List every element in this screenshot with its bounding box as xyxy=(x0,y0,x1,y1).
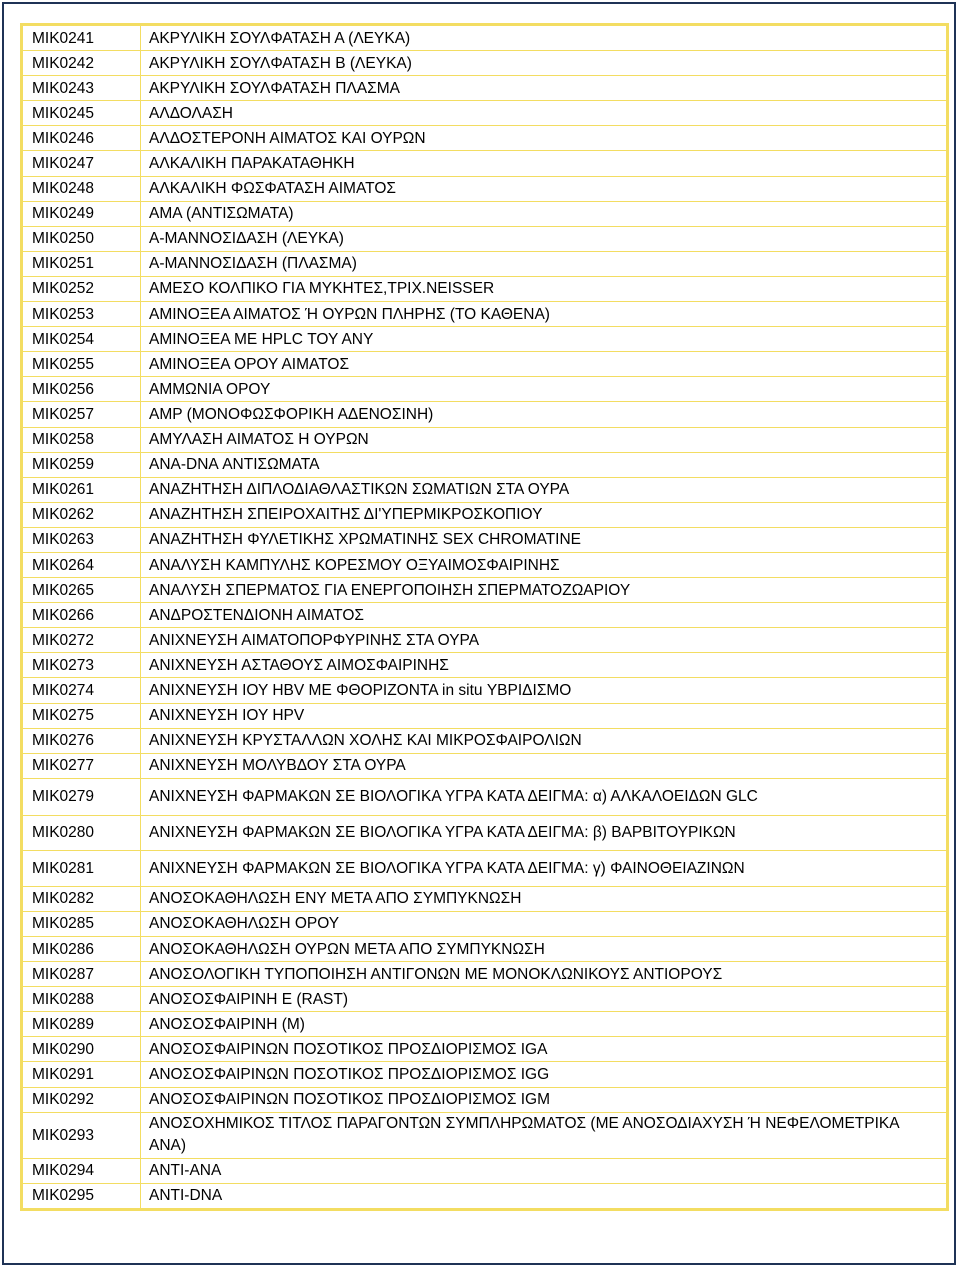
test-name-cell: ΑΜΙΝΟΞΕΑ ΜΕ HPLC ΤΟΥ ΑΝΥ xyxy=(141,327,947,352)
test-name-cell: ΑΝΟΣΟΚΑΘΗΛΩΣΗ ΟΥΡΩΝ ΜΕΤΑ ΑΠΟ ΣΥΜΠΥΚΝΩΣΗ xyxy=(141,937,947,962)
test-code-cell: MIK0280 xyxy=(23,815,141,850)
table-row xyxy=(23,1012,947,1037)
test-code-cell: MIK0288 xyxy=(23,987,141,1012)
table-row xyxy=(23,276,947,301)
test-code-cell: MIK0262 xyxy=(23,502,141,527)
test-name-cell: ΑΝΙΧΝΕΥΣΗ ΦΑΡΜΑΚΩΝ ΣΕ ΒΙΟΛΟΓΙΚΑ ΥΓΡΑ ΚΑΤΑ ΔΕΙΓΜΑ: γ) ΦΑΙΝΟΘΕΙΑΖΙΝΩΝ xyxy=(141,850,947,886)
test-name-cell: Α-ΜΑΝΝΟΣΙΔΑΣΗ (ΛΕΥΚΑ) xyxy=(141,226,947,251)
test-code-cell: MIK0289 xyxy=(23,1012,141,1037)
table-row xyxy=(23,1183,947,1208)
test-name-cell: ΑΝΟΣΟΚΑΘΗΛΩΣΗ ΟΡΟΥ xyxy=(141,911,947,936)
test-code-cell: MIK0258 xyxy=(23,427,141,452)
test-code-cell: MIK0295 xyxy=(23,1183,141,1208)
test-code-table xyxy=(20,23,949,1211)
test-code-cell: MIK0263 xyxy=(23,527,141,552)
test-name-cell: ΑΛΚΑΛΙΚΗ ΦΩΣΦΑΤΑΣΗ ΑΙΜΑΤΟΣ xyxy=(141,176,947,201)
test-code-cell: MIK0291 xyxy=(23,1062,141,1087)
table-row xyxy=(23,352,947,377)
test-name-cell: ΑΜΙΝΟΞΕΑ ΑΙΜΑΤΟΣ Ή ΟΥΡΩΝ ΠΛΗΡΗΣ (ΤΟ ΚΑΘΕΝΑ) xyxy=(141,302,947,327)
test-code-cell: MIK0275 xyxy=(23,703,141,728)
test-name-cell: ΑΝΙΧΝΕΥΣΗ ΙΟΥ HBV ΜΕ ΦΘΟΡΙΖΟΝΤΑ in situ ΥΒΡΙΔΙΣΜΟ xyxy=(141,678,947,703)
table-row xyxy=(23,552,947,577)
table-row xyxy=(23,937,947,962)
test-code-cell: MIK0246 xyxy=(23,126,141,151)
test-name-cell: ΑΝΑ-DNA ΑΝΤΙΣΩΜΑΤΑ xyxy=(141,452,947,477)
test-name-cell: ΑΝΟΣΟΛΟΓΙΚΗ ΤΥΠΟΠΟΙΗΣΗ ΑΝΤΙΓΟΝΩΝ ΜΕ ΜΟΝΟΚΛΩΝΙΚΟΥΣ ΑΝΤΙΟΡΟΥΣ xyxy=(141,962,947,987)
test-code-cell: MIK0272 xyxy=(23,628,141,653)
test-code-cell: MIK0251 xyxy=(23,251,141,276)
test-name-cell: ΑΝΙΧΝΕΥΣΗ ΚΡΥΣΤΑΛΛΩΝ ΧΟΛΗΣ ΚΑΙ ΜΙΚΡΟΣΦΑΙΡΟΛΙΩΝ xyxy=(141,728,947,753)
test-code-cell: MIK0264 xyxy=(23,552,141,577)
test-code-cell: MIK0241 xyxy=(23,26,141,51)
test-name-cell: ΑΝΟΣΟΣΦΑΙΡΙΝΩΝ ΠΟΣΟΤΙΚΟΣ ΠΡΟΣΔΙΟΡΙΣΜΟΣ IGA xyxy=(141,1037,947,1062)
test-code-cell: MIK0273 xyxy=(23,653,141,678)
test-name-cell: ΑΛΔΟΣΤΕΡΟΝΗ ΑΙΜΑΤΟΣ ΚΑΙ ΟΥΡΩΝ xyxy=(141,126,947,151)
test-code-cell: MIK0294 xyxy=(23,1158,141,1183)
test-code-cell: MIK0279 xyxy=(23,778,141,815)
test-code-cell: MIK0252 xyxy=(23,276,141,301)
test-name-cell: ΑΝΟΣΟΣΦΑΙΡΙΝΩΝ ΠΟΣΟΤΙΚΟΣ ΠΡΟΣΔΙΟΡΙΣΜΟΣ IGG xyxy=(141,1062,947,1087)
test-code-cell: MIK0253 xyxy=(23,302,141,327)
table-row xyxy=(23,26,947,51)
table-row xyxy=(23,76,947,101)
table-row xyxy=(23,578,947,603)
test-name-cell: ΑΝΟΣΟΧΗΜΙΚΟΣ ΤΙΤΛΟΣ ΠΑΡΑΓΟΝΤΩΝ ΣΥΜΠΛΗΡΩΜΑΤΟΣ (ΜΕ ΑΝΟΣΟΔΙΑΧΥΣΗ Ή ΝΕΦΕΛΟΜΕΤΡΙΚΑ ΑΝΑ) xyxy=(141,1112,947,1158)
test-name-cell: ΑΝΟΣΟΣΦΑΙΡΙΝΗ Ε (RAST) xyxy=(141,987,947,1012)
table-row xyxy=(23,815,947,850)
test-code-cell: MIK0292 xyxy=(23,1087,141,1112)
test-code-cell: MIK0282 xyxy=(23,886,141,911)
test-code-cell: MIK0255 xyxy=(23,352,141,377)
test-name-cell: ΑΝΙΧΝΕΥΣΗ ΦΑΡΜΑΚΩΝ ΣΕ ΒΙΟΛΟΓΙΚΑ ΥΓΡΑ ΚΑΤΑ ΔΕΙΓΜΑ: β) ΒΑΡΒΙΤΟΥΡΙΚΩΝ xyxy=(141,815,947,850)
test-code-cell: MIK0261 xyxy=(23,477,141,502)
table-row xyxy=(23,886,947,911)
table-row xyxy=(23,1062,947,1087)
table-row xyxy=(23,151,947,176)
test-code-cell: MIK0276 xyxy=(23,728,141,753)
table-row xyxy=(23,176,947,201)
table-row xyxy=(23,1112,947,1158)
test-name-cell: ΑΝΟΣΟΣΦΑΙΡΙΝΩΝ ΠΟΣΟΤΙΚΟΣ ΠΡΟΣΔΙΟΡΙΣΜΟΣ IGM xyxy=(141,1087,947,1112)
table-row xyxy=(23,962,947,987)
test-name-cell: ΑΜΜΩΝΙΑ ΟΡΟΥ xyxy=(141,377,947,402)
test-code-cell: MIK0266 xyxy=(23,603,141,628)
test-code-cell: MIK0281 xyxy=(23,850,141,886)
table-row xyxy=(23,850,947,886)
test-name-cell: ΑΜΥΛΑΣΗ ΑΙΜΑΤΟΣ Η ΟΥΡΩΝ xyxy=(141,427,947,452)
table-row xyxy=(23,603,947,628)
test-code-cell: MIK0245 xyxy=(23,101,141,126)
test-code-cell: MIK0285 xyxy=(23,911,141,936)
test-code-cell: MIK0254 xyxy=(23,327,141,352)
test-name-cell: ΑΜΕΣΟ ΚΟΛΠΙΚΟ ΓΙΑ ΜΥΚΗΤΕΣ,ΤΡΙΧ.NEISSER xyxy=(141,276,947,301)
test-code-cell: MIK0287 xyxy=(23,962,141,987)
test-code-cell: MIK0293 xyxy=(23,1112,141,1158)
test-code-cell: MIK0286 xyxy=(23,937,141,962)
table-row xyxy=(23,452,947,477)
table-row xyxy=(23,753,947,778)
test-name-cell: ΑΝΤΙ-DNA xyxy=(141,1183,947,1208)
test-name-cell: ΑΝΑΛΥΣΗ ΚΑΜΠΥΛΗΣ ΚΟΡΕΣΜΟΥ ΟΞΥΑΙΜΟΣΦΑΙΡΙΝΗΣ xyxy=(141,552,947,577)
test-code-cell: MIK0249 xyxy=(23,201,141,226)
table-row xyxy=(23,1037,947,1062)
test-name-cell: ΑΝΙΧΝΕΥΣΗ ΙΟΥ HPV xyxy=(141,703,947,728)
table-row xyxy=(23,427,947,452)
table-row xyxy=(23,101,947,126)
table-row xyxy=(23,327,947,352)
test-code-cell: MIK0274 xyxy=(23,678,141,703)
test-code-cell: MIK0247 xyxy=(23,151,141,176)
test-table xyxy=(22,25,947,1209)
test-name-cell: ΑΜΑ (ΑΝΤΙΣΩΜΑΤΑ) xyxy=(141,201,947,226)
test-code-cell: MIK0277 xyxy=(23,753,141,778)
table-row xyxy=(23,628,947,653)
test-name-cell: ΑΝΑΖΗΤΗΣΗ ΣΠΕΙΡΟΧΑΙΤΗΣ ΔΙ'ΥΠΕΡΜΙΚΡΟΣΚΟΠΙΟΥ xyxy=(141,502,947,527)
table-row xyxy=(23,226,947,251)
test-name-cell: ΑΝΑΖΗΤΗΣΗ ΔΙΠΛΟΔΙΑΘΛΑΣΤΙΚΩΝ ΣΩΜΑΤΙΩΝ ΣΤΑ ΟΥΡΑ xyxy=(141,477,947,502)
test-code-cell: MIK0290 xyxy=(23,1037,141,1062)
test-name-cell: ΑΝΔΡΟΣΤΕΝΔΙΟΝΗ ΑΙΜΑΤΟΣ xyxy=(141,603,947,628)
table-row xyxy=(23,302,947,327)
test-name-cell: ΑΜΙΝΟΞΕΑ ΟΡΟΥ ΑΙΜΑΤΟΣ xyxy=(141,352,947,377)
table-body xyxy=(23,26,947,1209)
test-name-cell: ΑΝΟΣΟΣΦΑΙΡΙΝΗ (Μ) xyxy=(141,1012,947,1037)
table-row xyxy=(23,251,947,276)
table-row xyxy=(23,377,947,402)
table-row xyxy=(23,126,947,151)
test-code-cell: MIK0256 xyxy=(23,377,141,402)
table-row xyxy=(23,201,947,226)
table-row xyxy=(23,527,947,552)
test-name-cell: ΑΝΙΧΝΕΥΣΗ ΜΟΛΥΒΔΟΥ ΣΤΑ ΟΥΡΑ xyxy=(141,753,947,778)
test-code-cell: MIK0243 xyxy=(23,76,141,101)
test-name-cell: ΑΝΑΖΗΤΗΣΗ ΦΥΛΕΤΙΚΗΣ ΧΡΩΜΑΤΙΝΗΣ SEX CHROMATINE xyxy=(141,527,947,552)
test-name-cell: ΑΝΙΧΝΕΥΣΗ ΑΣΤΑΘΟΥΣ ΑΙΜΟΣΦΑΙΡΙΝΗΣ xyxy=(141,653,947,678)
test-name-cell: ΑΚΡΥΛΙΚΗ ΣΟΥΛΦΑΤΑΣΗ Β (ΛΕΥΚΑ) xyxy=(141,51,947,76)
table-row xyxy=(23,678,947,703)
table-row xyxy=(23,987,947,1012)
table-row xyxy=(23,911,947,936)
table-row xyxy=(23,1158,947,1183)
test-code-cell: MIK0265 xyxy=(23,578,141,603)
table-row xyxy=(23,1087,947,1112)
test-name-cell: ΑΝΤΙ-ΑΝΑ xyxy=(141,1158,947,1183)
table-row xyxy=(23,502,947,527)
table-row xyxy=(23,477,947,502)
test-name-cell: ΑΛΚΑΛΙΚΗ ΠΑΡΑΚΑΤΑΘΗΚΗ xyxy=(141,151,947,176)
table-row xyxy=(23,51,947,76)
table-row xyxy=(23,703,947,728)
test-code-cell: MIK0259 xyxy=(23,452,141,477)
table-row xyxy=(23,402,947,427)
test-code-cell: MIK0250 xyxy=(23,226,141,251)
test-name-cell: ΑΝΙΧΝΕΥΣΗ ΦΑΡΜΑΚΩΝ ΣΕ ΒΙΟΛΟΓΙΚΑ ΥΓΡΑ ΚΑΤΑ ΔΕΙΓΜΑ: α) ΑΛΚΑΛΟΕΙΔΩΝ GLC xyxy=(141,778,947,815)
test-name-cell: ΑΛΔΟΛΑΣΗ xyxy=(141,101,947,126)
test-name-cell: ΑΝΙΧΝΕΥΣΗ ΑΙΜΑΤΟΠΟΡΦΥΡΙΝΗΣ ΣΤΑ ΟΥΡΑ xyxy=(141,628,947,653)
test-name-cell: ΑΝΟΣΟΚΑΘΗΛΩΣΗ ΕΝΥ ΜΕΤΑ ΑΠΟ ΣΥΜΠΥΚΝΩΣΗ xyxy=(141,886,947,911)
test-name-cell: ΑΚΡΥΛΙΚΗ ΣΟΥΛΦΑΤΑΣΗ Α (ΛΕΥΚΑ) xyxy=(141,26,947,51)
test-code-cell: MIK0242 xyxy=(23,51,141,76)
test-code-cell: MIK0257 xyxy=(23,402,141,427)
table-row xyxy=(23,728,947,753)
test-name-cell: ΑΝΑΛΥΣΗ ΣΠΕΡΜΑΤΟΣ ΓΙΑ ΕΝΕΡΓΟΠΟΙΗΣΗ ΣΠΕΡΜΑΤΟΖΩΑΡΙΟΥ xyxy=(141,578,947,603)
test-name-cell: Α-ΜΑΝΝΟΣΙΔΑΣΗ (ΠΛΑΣΜΑ) xyxy=(141,251,947,276)
table-row xyxy=(23,653,947,678)
test-name-cell: ΑΚΡΥΛΙΚΗ ΣΟΥΛΦΑΤΑΣΗ ΠΛΑΣΜΑ xyxy=(141,76,947,101)
table-row xyxy=(23,778,947,815)
test-code-cell: MIK0248 xyxy=(23,176,141,201)
test-name-cell: AMP (ΜΟΝΟΦΩΣΦΟΡΙΚΗ ΑΔΕΝΟΣΙΝΗ) xyxy=(141,402,947,427)
